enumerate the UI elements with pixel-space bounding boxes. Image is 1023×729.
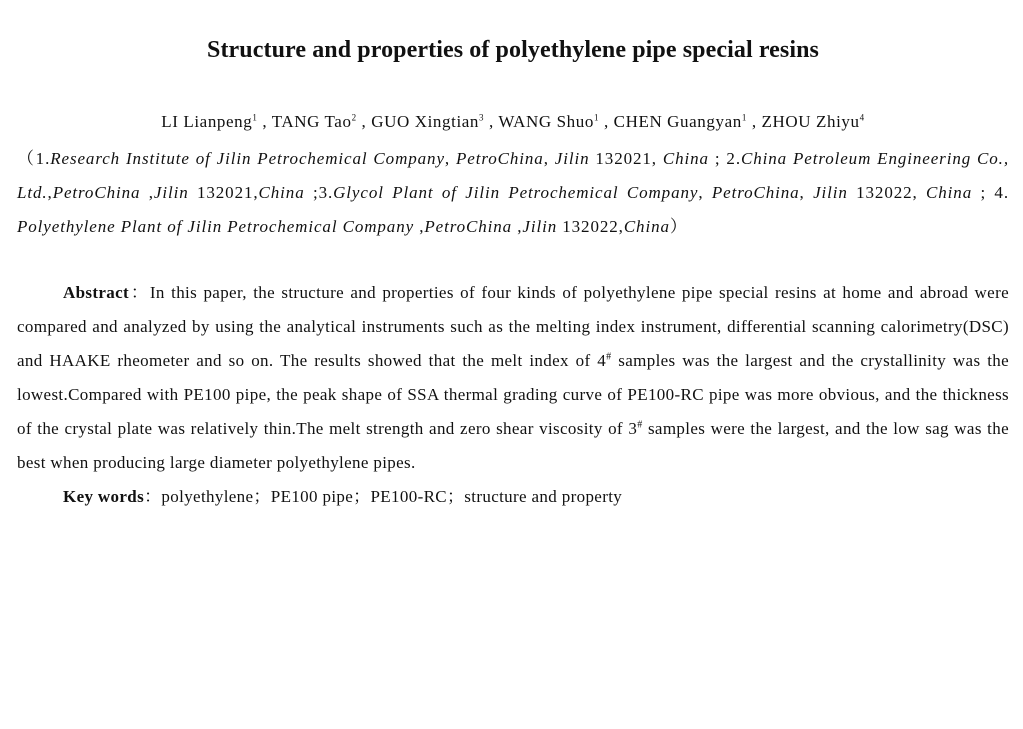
affil-2-zip: 132021, (188, 183, 259, 202)
affil-sep: , (47, 183, 53, 202)
abstract-text: samples was the largest and the crystallinity was the lowest.Compared with PE100 pipe, the peak shape of SSA thermal grading curve of PE100-RC pipe was more obvious, and the thickness of the crystal plate was relatively thin.The melt strength and zero shear viscosity of 3 (17, 351, 1010, 438)
abstract-colon: ： (129, 283, 150, 302)
author-affiliation-mark: 4 (859, 112, 865, 123)
keywords-text: polyethylene；PE100 pipe；PE100-RC；structure and property (161, 487, 623, 506)
paper-page (17, 34, 1009, 514)
abstract-text: In this paper, the structure and properties of four kinds of polyethylene pipe special resins at home and abroad were compared and analyzed by using the analytical instruments such as the melting index instrument, differential scanning calorimetry(DSC) and HAAKE rheometer and so on. The results showed that the melt index of 4 (17, 283, 1009, 370)
affil-open: （1. (17, 149, 51, 168)
paper-title: Structure and properties of polyethylene pipe special resins (207, 37, 819, 63)
abstract (17, 276, 1009, 480)
author-name: GUO Xingtian (371, 112, 480, 131)
affil-sep: ; 4. (972, 183, 1009, 202)
affil-3-country: China (926, 183, 973, 202)
affil-close: ） (669, 217, 688, 236)
keywords-label: Key words (63, 487, 145, 506)
affil-sep: ; 2. (708, 149, 741, 168)
author-separator: , (746, 112, 757, 131)
affil-sep: ;3. (304, 183, 334, 202)
sample-mark: # (606, 351, 612, 363)
keywords (17, 480, 1009, 514)
affil-3-zip: 132022, (847, 183, 927, 202)
affil-3-city: Jilin (813, 183, 848, 202)
affil-4-zip: 132022, (557, 217, 624, 236)
author-separator: , (356, 112, 367, 131)
author-list (17, 110, 1009, 134)
author-affiliation-mark: 1 (741, 112, 747, 123)
affil-sep: , (512, 217, 523, 236)
author-separator: , (599, 112, 609, 131)
affil-1-country: China (662, 149, 709, 168)
affil-2-org: PetroChina (52, 183, 141, 202)
affil-sep: , (799, 183, 814, 202)
author-separator: , (257, 112, 268, 131)
affil-2-city: Jilin (153, 183, 189, 202)
author-separator: , (484, 112, 494, 131)
affil-2-country: China (258, 183, 305, 202)
sample-mark: # (637, 419, 643, 431)
author-name: LI Lianpeng (161, 112, 253, 131)
affil-1-zip: 132021, (589, 149, 663, 168)
author-affiliation-mark: 3 (479, 112, 485, 123)
author-affiliation-mark: 1 (593, 112, 600, 123)
affil-4-institute: Polyethylene Plant of Jilin Petrochemical Company (17, 217, 415, 236)
author-name: TANG Tao (271, 112, 352, 131)
affil-3-org: PetroChina (711, 183, 800, 202)
affil-4-org: PetroChina (424, 217, 513, 236)
affil-sep: , (140, 183, 154, 202)
affil-1-org: PetroChina (455, 149, 544, 168)
abstract-label: Abstract (63, 283, 130, 302)
affil-sep: , (414, 217, 425, 236)
affil-4-country: China (623, 217, 670, 236)
affil-sep: , (698, 183, 712, 202)
affil-3-institute: Glycol Plant of Jilin Petrochemical Company (333, 183, 699, 202)
author-affiliation-mark: 1 (252, 112, 258, 123)
affil-1-city: Jilin (554, 149, 590, 168)
affil-sep: , (444, 149, 456, 168)
author-name: ZHOU Zhiyu (761, 112, 860, 131)
author-name: WANG Shuo (498, 112, 594, 131)
author-name: CHEN Guangyan (613, 112, 742, 131)
author-affiliation-mark: 2 (351, 112, 357, 123)
affil-sep: , (543, 149, 555, 168)
affil-4-city: Jilin (522, 217, 558, 236)
affil-2-institute: China Petroleum Engineering Co., Ltd. (17, 149, 1009, 202)
affiliations (17, 142, 1009, 244)
keywords-colon: ： (144, 487, 162, 506)
abstract-text: samples were the largest, and the low sag was the best when producing large diameter polyethylene pipes. (17, 419, 1009, 472)
affil-1-institute: Research Institute of Jilin Petrochemical Company (50, 149, 445, 168)
